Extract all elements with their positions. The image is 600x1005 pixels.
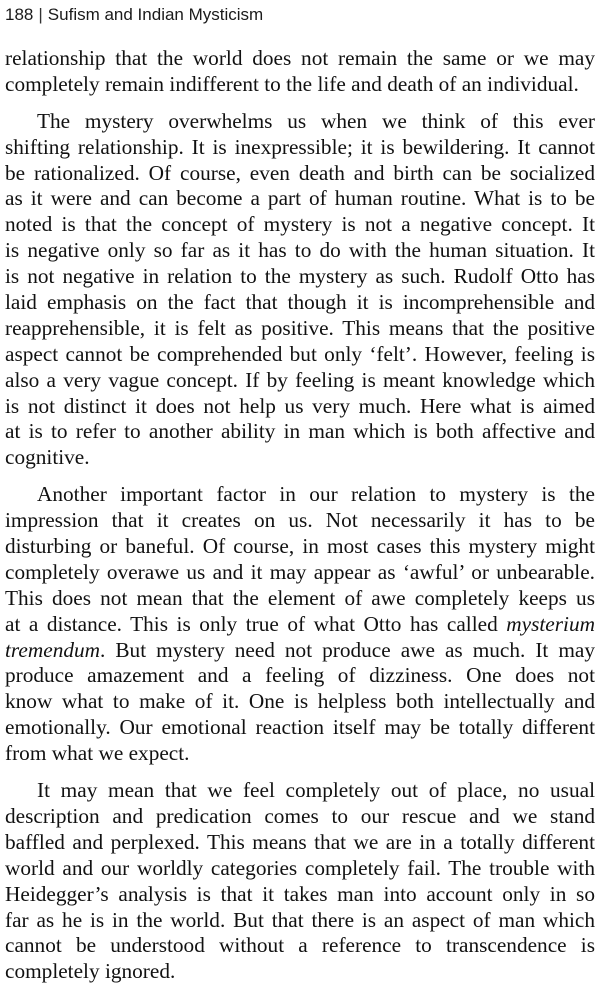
- italic-term: mysterium: [506, 611, 595, 636]
- text-line: completely ignored.: [5, 959, 176, 984]
- text-line: produce amazement and a feeling of dizziness. One does not: [5, 663, 595, 688]
- text-line: disturbing or baneful. Of course, in most cases this mystery might: [5, 534, 595, 559]
- header-separator: |: [38, 5, 43, 24]
- text-line: is not negative in relation to the mystery as such. Rudolf Otto has: [5, 264, 595, 289]
- text-line: world and our worldly categories completely fail. The trouble with: [5, 855, 595, 880]
- text-line: aspect cannot be comprehended but only ‘felt’. However, feeling is: [5, 341, 595, 366]
- paragraph: [0, 46, 600, 98]
- text-line: also a very vague concept. If by feeling is meant knowledge which: [5, 367, 595, 392]
- text-segment: at a distance. This is only true of what Otto has called: [5, 611, 507, 636]
- text-line: [5, 638, 595, 664]
- body-text: [0, 46, 600, 985]
- text-line: noted is that the concept of mystery is not a negative concept. It: [5, 212, 595, 237]
- text-line: This does not mean that the element of awe completely keeps us: [5, 585, 595, 610]
- text-line: [5, 612, 595, 638]
- text-line: from what we expect.: [5, 741, 190, 766]
- text-line: at is to refer to another ability in man which is both affective and: [5, 419, 595, 444]
- text-line: Heidegger’s analysis is that it takes man into account only in so: [5, 881, 595, 906]
- text-line: know what to make of it. One is helpless both intellectually and: [5, 689, 595, 714]
- text-line: Another important factor in our relation to mystery is the: [37, 482, 595, 507]
- text-line: The mystery overwhelms us when we think of this ever: [37, 108, 595, 133]
- text-line: cannot be understood without a reference to transcendence is: [5, 933, 595, 958]
- text-line: far as he is in the world. But that there is an aspect of man which: [5, 907, 595, 932]
- book-title: Sufism and Indian Mysticism: [47, 5, 264, 24]
- text-line: completely remain indifferent to the life and death of an individual.: [5, 71, 579, 96]
- text-line: It may mean that we feel completely out of place, no usual: [37, 778, 595, 803]
- text-line: laid emphasis on the fact that though it is incomprehensible and: [5, 290, 595, 315]
- text-line: reapprehensible, it is felt as positive. This means that the positive: [5, 315, 595, 340]
- text-line: shifting relationship. It is inexpressible; it is bewildering. It cannot: [5, 134, 595, 159]
- text-line: emotionally. Our emotional reaction itself may be totally different: [5, 715, 595, 740]
- text-line: description and predication comes to our rescue and we stand: [5, 803, 595, 828]
- page-number: 188: [5, 5, 34, 24]
- text-segment: . But mystery need not produce awe as much. It may: [100, 637, 595, 662]
- running-head: [5, 2, 595, 28]
- paragraph: [0, 778, 600, 985]
- italic-term: tremendum: [5, 637, 101, 662]
- text-line: is negative only so far as it has to do with the human situation. It: [5, 238, 595, 263]
- text-line: as it were and can become a part of human routine. What is to be: [5, 186, 595, 211]
- paragraph: [0, 109, 600, 471]
- text-line: baffled and perplexed. This means that we are in a totally different: [5, 829, 595, 854]
- text-line: impression that it creates on us. Not necessarily it has to be: [5, 508, 595, 533]
- text-line: relationship that the world does not remain the same or we may: [5, 46, 595, 70]
- text-line: cognitive.: [5, 445, 90, 470]
- text-line: be rationalized. Of course, even death and birth can be socialized: [5, 160, 595, 185]
- text-line: completely overawe us and it may appear as ‘awful’ or unbearable.: [5, 559, 595, 584]
- paragraph: [0, 482, 600, 767]
- text-line: is not distinct it does not help us very much. Here what is aimed: [5, 393, 595, 418]
